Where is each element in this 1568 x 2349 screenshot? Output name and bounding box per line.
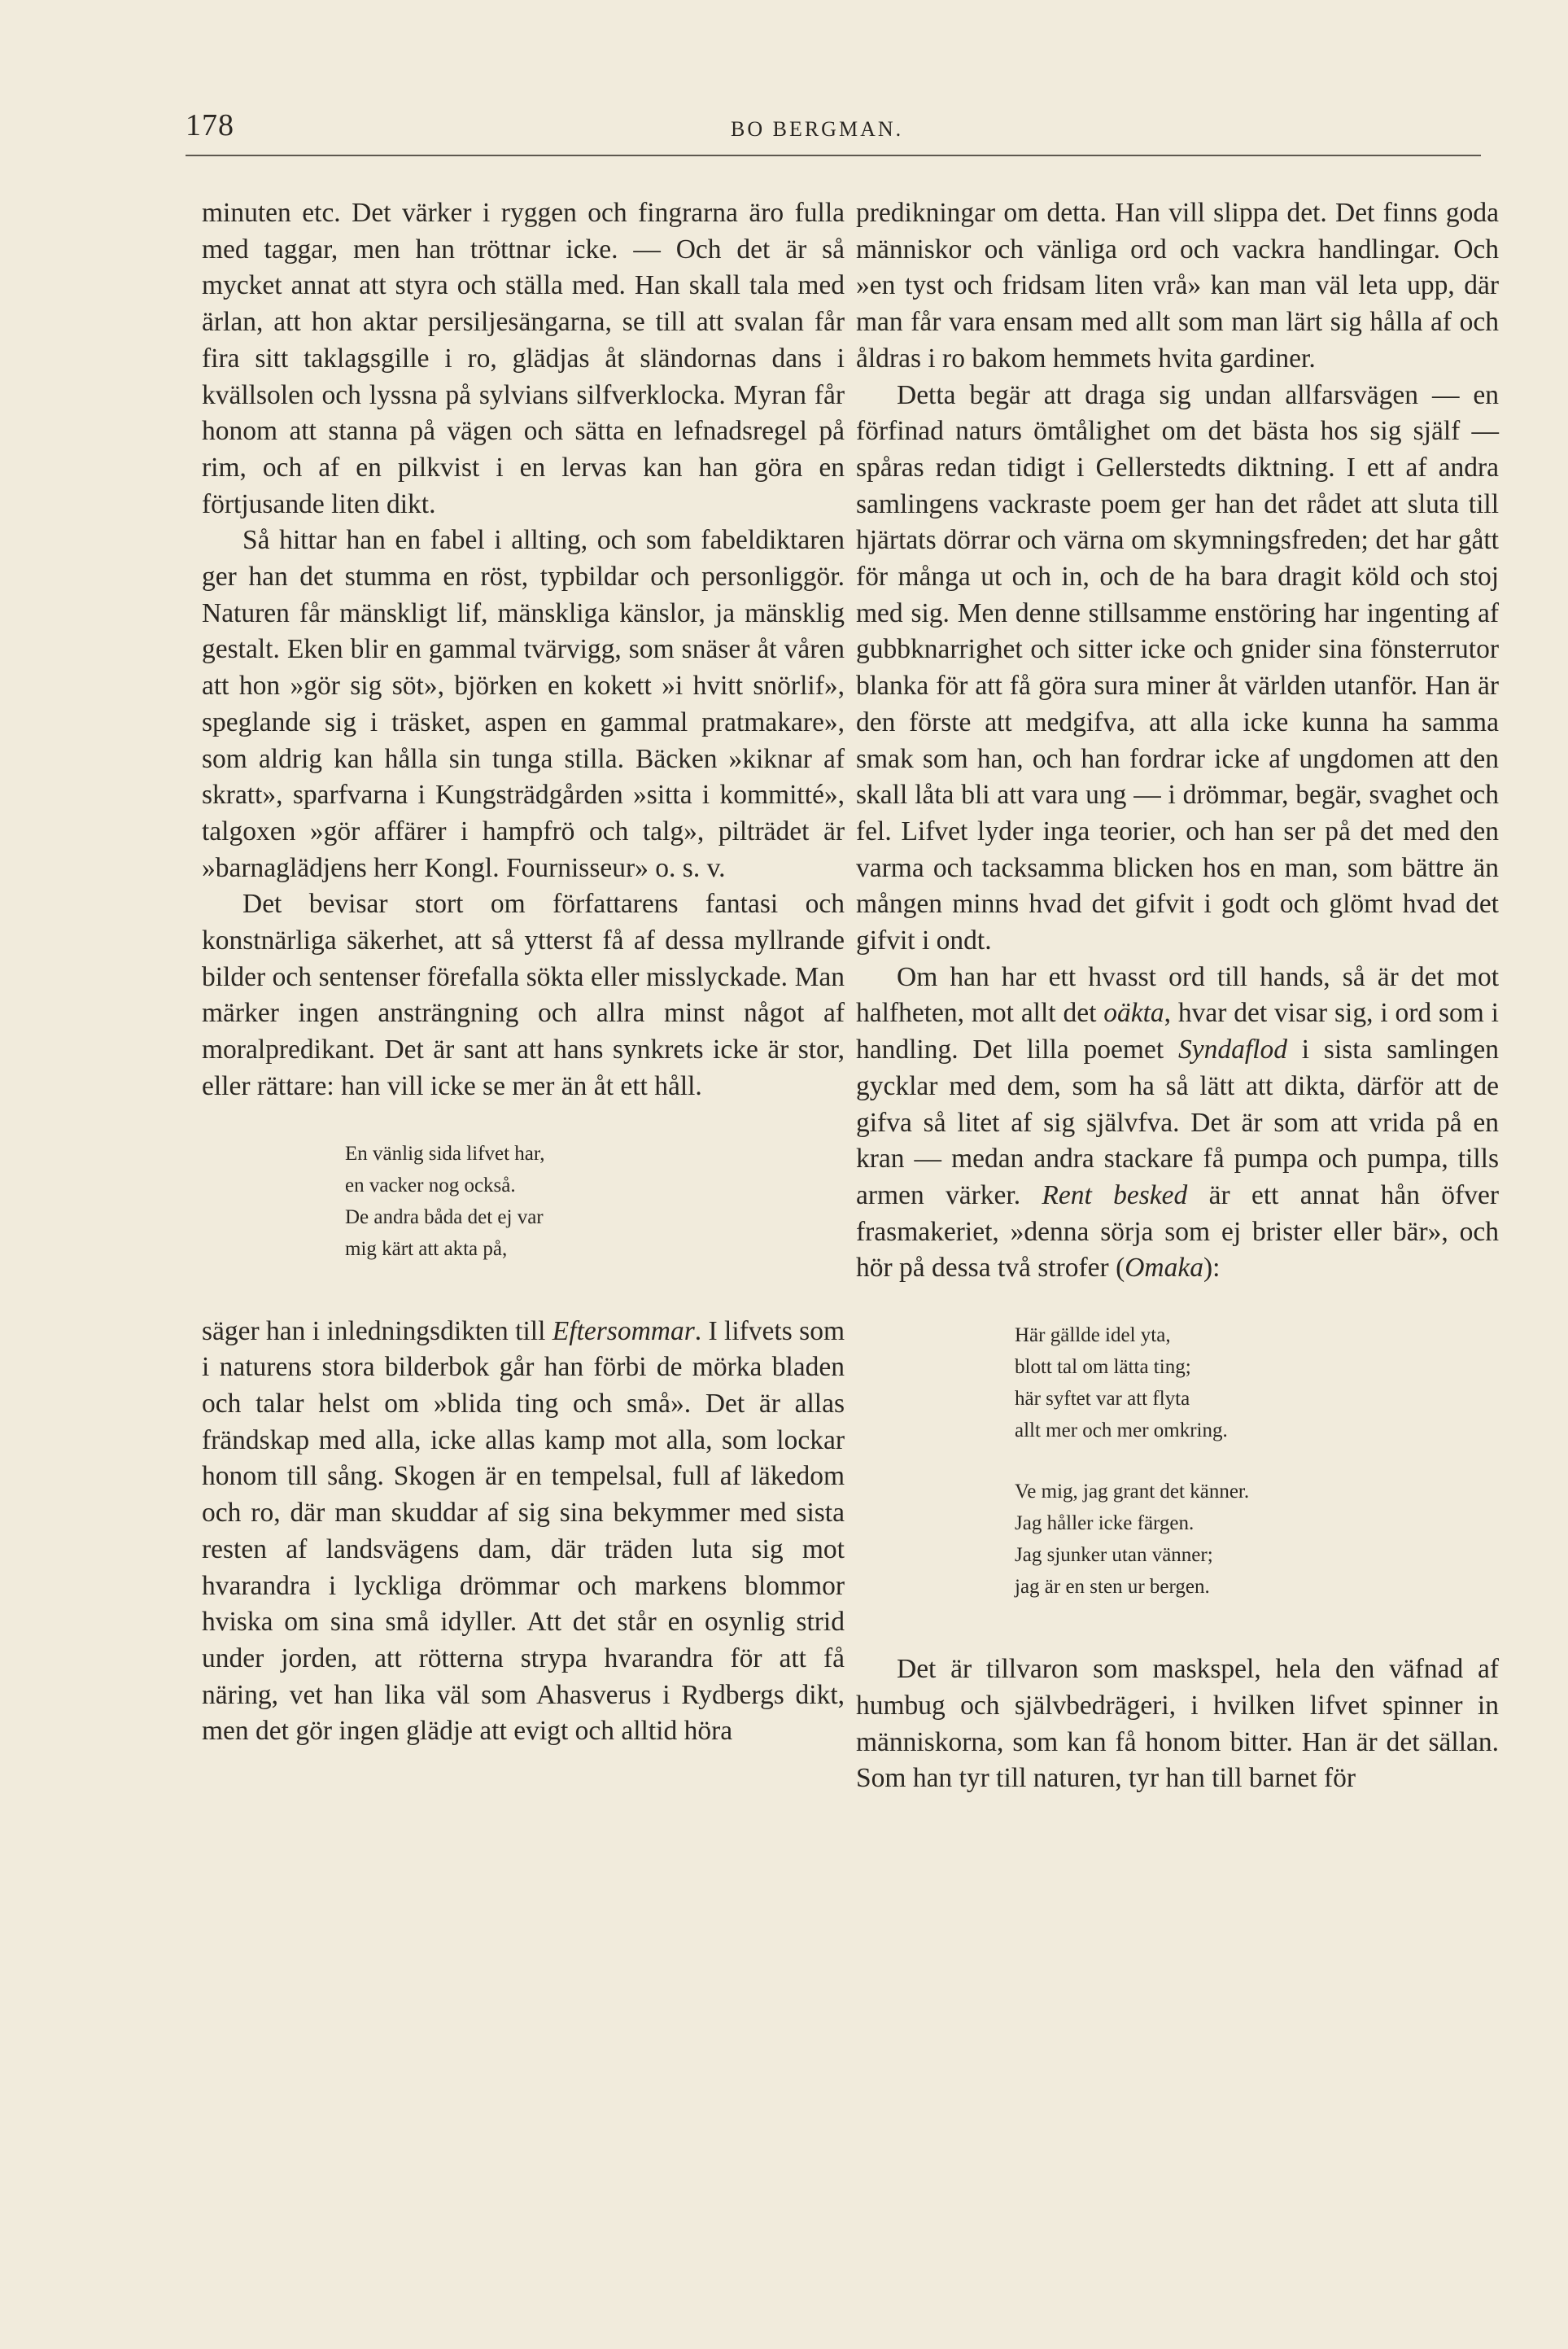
poem-title: Syndaflod [1177,1035,1287,1065]
text-run: , hvar det visar sig, i ord som i handling. Det lilla poemet [856,998,1499,1065]
poem-title: Rent besked [1042,1179,1188,1210]
left-column [202,195,845,1750]
verse-line: allt mer och mer omkring. [1015,1419,1228,1442]
verse-line: Här gällde idel yta, [1015,1324,1171,1347]
text-run: Om han har ett hvasst ord till hands, så är det mot halfheten, mot allt det [856,961,1499,1029]
text-run: är ett annat hån öfver frasmakeriet, »denna sörja som ej brister eller bär», och hör på dessa två strofer ( [856,1179,1499,1284]
paragraph [856,960,1499,1287]
paragraph: minuten etc. Det värker i ryggen och fingrarna äro fulla med taggar, men han tröttnar icke. — Och det är så mycket annat att styra och ställa med. Han skall tala med ärlan, att hon aktar persiljesängarna, se till att svalan får fira sitt taklagsgille i ro, glädjas åt sländornas dans i kvällsolen och lyssna på sylvians silfverklocka. Myran får honom att stanna på vägen och sätta en lefnadsregel på rim, och af en pilkvist i en lervas kan han göra en förtjusande liten dikt. [202,198,845,519]
verse-line: Ve mig, jag grant det känner. [1015,1481,1250,1503]
verse-line: En vänlig sida lifvet har, [345,1142,545,1165]
header-rule [186,155,1481,156]
verse-line: Jag sjunker utan vänner; [1015,1544,1213,1567]
verse-line: en vacker nog också. [345,1174,516,1196]
verse-quote [856,1319,1499,1603]
page-number: 178 [186,108,234,142]
paragraph: Det bevisar stort om författarens fantasi och konstnärliga säkerhet, att så ytterst få af dessa myllrande bilder och sentenser förefalla sökta eller misslyckade. Man märker ingen ansträngning och allra minst något af moralpredikant. Det är sant att hans synkrets icke är stor, eller rättare: han vill icke se mer än åt ett håll. [202,889,845,1101]
page-header [186,107,1481,158]
text-run: ): [1203,1253,1221,1284]
paragraph: Detta begär att draga sig undan allfarsvägen — en förfinad naturs ömtålighet om det bästa hos sig själf — spåras redan tidigt i Gellerstedts diktning. I ett af andra samlingens vackraste poem ger han det rådet att sluta till hjärtats dörrar och värna om skymningsfreden; det har gått för många ut och in, och de ha bara dragit köld och stoj med sig. Men denne stillsamme enstöring har ingenting af gubbknarrighet och sitter icke och gnider sina fönsterrutor blanka för att få göra sura miner åt världen utanför. Han är den förste att medgifva, att alla icke kunna ha samma smak som han, och han fordrar icke af ungdomen att den skall låta bli att vara ung — i drömmar, begär, svaghet och fel. Lifvet lyder inga teorier, och han ser på det med den varma och tacksamma blicken hos en man, som bättre än mången minns hvad det gifvit i godt och glömt hvad det gifvit i ondt. [856,379,1499,956]
paragraph: Det är tillvaron som maskspel, hela den väfnad af humbug och självbedrägeri, i hvilken lifvet spinner in människorna, som kan få honom bitter. Han är det sällan. Som han tyr till naturen, tyr han till barnet för [856,1654,1499,1794]
stanza-gap [1015,1446,1499,1476]
verse-line: mig kärt att akta på, [345,1237,508,1260]
book-title: Eftersommar [552,1315,695,1346]
verse-quote [202,1138,845,1265]
paragraph: Så hittar han en fabel i allting, och som fabeldiktaren ger han det stumma en röst, typbildar och personliggör. Naturen får mänskligt lif, mänskliga känslor, ja mänsklig gestalt. Eken blir en gammal tvärvigg, som snäser åt våren att hon »gör sig söt», björken en kokett »i hvitt snörlif», speglande sig i träsket, aspen en gammal pratmakare», som aldrig kan hålla sin tunga stilla. Bäcken »kiknar af skratt», sparfvarna i Kungsträdgården »sitta i kommitté», talgoxen »gör affärer i hampfrö och talg», pilträdet är »barnaglädjens herr Kongl. Fournisseur» o. s. v. [202,525,845,883]
paragraph: predikningar om detta. Han vill slippa det. Det finns goda människor och vänliga ord och vackra handlingar. Och »en tyst och fridsam liten vrå» kan man väl leta upp, där man får vara ensam med allt som man lärt sig hålla af och åldras i ro bakom hemmets hvita gardiner. [856,198,1499,374]
running-head: BO BERGMAN. [731,117,904,141]
verse-line: De andra båda det ej var [345,1205,544,1228]
verse-line: blott tal om lätta ting; [1015,1356,1191,1379]
right-column [856,195,1499,1797]
text-run: i sista samlingen gycklar med dem, som ha så lätt att dikta, därför att de gifva så litet af sig självfva. Det är som att vrida på en kran — medan andra stackare få pumpa och pumpa, tills armen värker. [856,1035,1500,1210]
poem-title: Omaka [1125,1253,1203,1284]
verse-line: här syftet var att flyta [1015,1388,1190,1411]
verse-line: Jag håller icke färgen. [1015,1512,1195,1535]
italic-word: oäkta [1103,998,1164,1029]
text-run: . I lifvets som i naturens stora bilderbok går han förbi de mörka bladen och talar helst om »blida ting och små». Det är allas frändskap med alla, icke allas kamp mot alla, som lockar honom till sång. Skogen är en tempelsal, full af läkedom och ro, där man skuddar af sig sina bekymmer med sista resten af landsvägens dam, där träden luta sig mot hvarandra i lyckliga drömmar och markens blommor hviska om sina små idyller. Att det står en osynlig strid under jorden, att rötterna strypa hvarandra för att få näring, vet han lika väl som Ahasverus i Rydbergs dikt, men det gör ingen glädje att evigt och alltid höra [202,1315,845,1747]
paragraph [202,1314,845,1750]
text-run: säger han i inledningsdikten till [202,1315,553,1346]
verse-line: jag är en sten ur bergen. [1015,1576,1210,1599]
